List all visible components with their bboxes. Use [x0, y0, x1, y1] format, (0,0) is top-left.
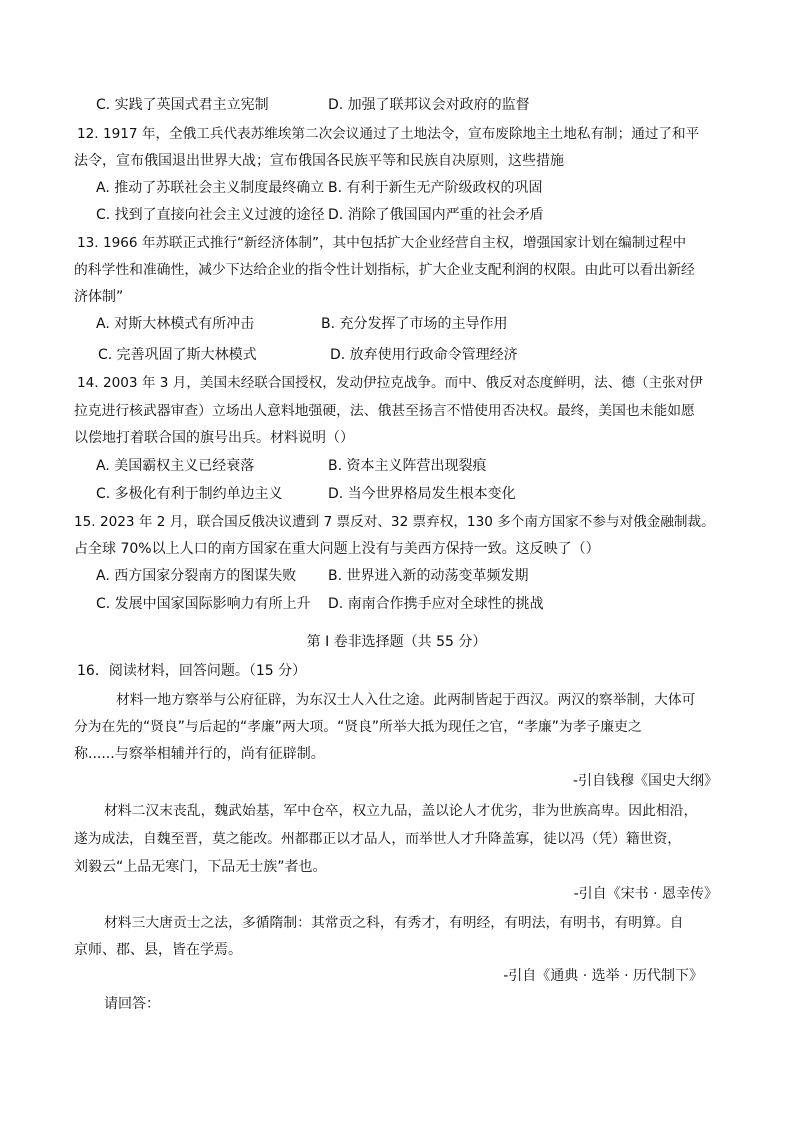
q15-option-d: D. 南南合作携手应对全球性的挑战	[328, 596, 544, 612]
q15-stem-line1: 15. 2023 年 2 月，联合国反俄决议遭到 7 票反对、32 票弃权，130 多个南方国家不参与对俄金融制裁。	[74, 514, 715, 530]
q13-option-a: A. 对斯大林模式有所冲击	[96, 316, 255, 332]
q11-option-d: D. 加强了联邦议会对政府的监督	[328, 97, 530, 113]
q16-material2-line3: 刘毅云“上品无寒门，下品无士族”者也。	[74, 859, 327, 875]
q13-option-b: B. 充分发挥了市场的主导作用	[321, 316, 508, 332]
q16-material3-line2: 京师、郡、县，皆在学焉。	[74, 942, 242, 958]
q12-stem-line1: 12. 1917 年，全俄工兵代表苏维埃第二次会议通过了土地法令，宣布废除地主土地私有制；通过了和平	[77, 126, 700, 142]
q16-ask: 请回答：	[104, 996, 160, 1012]
q14-stem-line3: 以偿地打着联合国的旗号出兵。材料说明（）	[74, 430, 354, 446]
q14-stem-line2: 拉克进行核武器审查）立场出人意料地强硬，法、俄甚至扬言不惜使用否决权。最终，美国也未能如愿	[74, 403, 695, 419]
q16-stem: 16．阅读材料，回答问题。（15 分）	[77, 663, 307, 679]
q13-stem-line3: 济体制”	[74, 289, 124, 305]
q15-option-c: C. 发展中国家国际影响力有所上升	[96, 596, 311, 612]
q12-stem-line2: 法令，宣布俄国退出世界大战；宣布俄国各民族平等和民族自决原则，这些措施	[74, 153, 564, 169]
q13-option-c: C. 完善巩固了斯大林模式	[98, 347, 257, 363]
q13-option-d: D. 放弃使用行政命令管理经济	[330, 347, 518, 363]
q15-stem-line2: 占全球 70%以上人口的南方国家在重大问题上没有与美西方保持一致。这反映了（）	[74, 541, 600, 557]
q14-stem-line1: 14. 2003 年 3 月，美国未经联合国授权，发动伊拉克战争。而中、俄反对态度鲜明，法、德（主张对伊	[77, 375, 703, 391]
q12-option-d: D. 消除了俄国国内严重的社会矛盾	[328, 207, 544, 223]
q16-material1-line1: 材料一地方察举与公府征辟，为东汉士人入仕之途。此两制皆起于西汉。两汉的察举制，大体可	[116, 692, 696, 708]
q16-material3-source: -引自《通典 · 选举 · 历代制下》	[503, 968, 703, 984]
q14-option-c: C. 多极化有利于制约单边主义	[96, 486, 283, 502]
q16-material1-line3: 称......与察举相辅并行的，尚有征辟制。	[74, 746, 325, 762]
q11-option-c: C. 实践了英国式君主立宪制	[96, 97, 269, 113]
section-title: 第 I 卷非选择题（共 55 分）	[306, 634, 487, 650]
q14-option-a: A. 美国霸权主义已经衰落	[96, 458, 255, 474]
q13-stem-line1: 13. 1966 年苏联正式推行“新经济体制”，其中包括扩大企业经营自主权，增强国家计划在编制过程中	[77, 235, 687, 251]
q16-material2-source: -引自《宋书 · 恩幸传》	[573, 886, 718, 902]
q12-option-b: B. 有利于新生无产阶级政权的巩固	[328, 180, 543, 196]
q14-option-b: B. 资本主义阵营出现裂痕	[328, 458, 487, 474]
q12-option-a: A. 推动了苏联社会主义制度最终确立	[96, 180, 325, 196]
q15-option-a: A. 西方国家分裂南方的图谋失败	[96, 568, 297, 584]
q12-option-c: C. 找到了直接向社会主义过渡的途径	[96, 207, 325, 223]
q15-option-b: B. 世界进入新的动荡变革频发期	[328, 568, 529, 584]
q16-material3-line1: 材料三大唐贡士之法，多循隋制：其常贡之科，有秀才，有明经，有明法，有明书，有明算。自	[104, 915, 684, 931]
q16-material2-line2: 遂为成法，自魏至晋，莫之能改。州都郡正以才品人，而举世人才升降盖寡，徒以冯（凭）籍世资，	[74, 831, 682, 847]
q16-material1-line2: 分为在先的“贤良”与后起的“孝廉”两大项。“贤良”所举大抵为现任之官，“孝廉”为孝子廉吏之	[74, 719, 642, 735]
q16-material1-source: -引自钱穆《国史大纲》	[572, 773, 718, 789]
q16-material2-line1: 材料二汉末丧乱，魏武始基，军中仓卒，权立九品，盖以论人才优劣，非为世族高卑。因此相沿，	[104, 803, 698, 819]
q13-stem-line2: 的科学性和准确性，减少下达给企业的指令性计划指标，扩大企业支配利润的权限。由此可以看出新经	[74, 262, 695, 278]
q14-option-d: D. 当今世界格局发生根本变化	[328, 486, 516, 502]
